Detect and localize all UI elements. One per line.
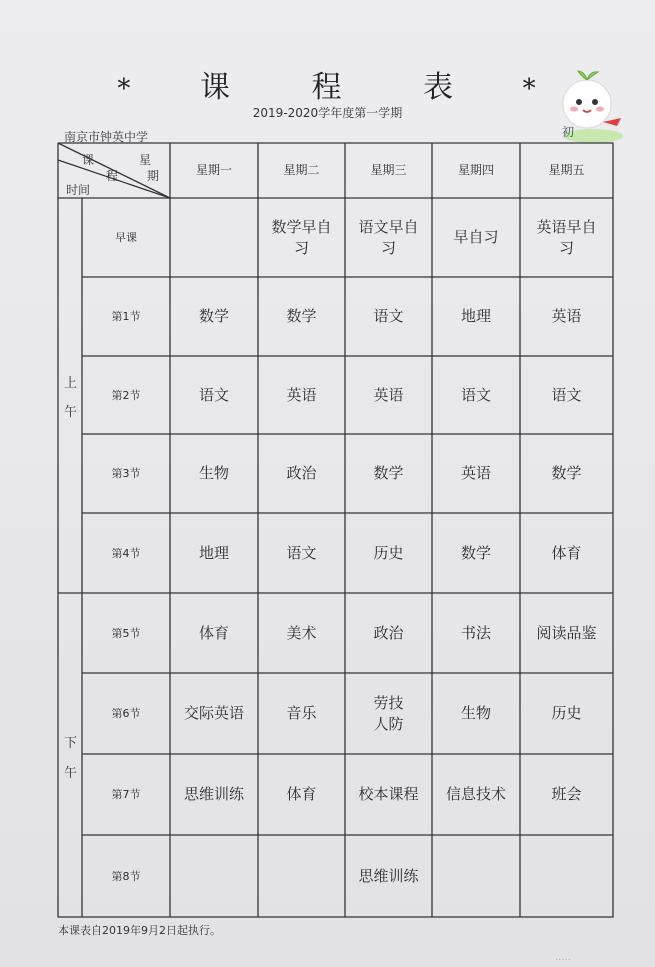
- corner-label-cheng: 程: [106, 169, 119, 183]
- period-label: 第3节: [111, 467, 141, 480]
- schedule-cell: 历史: [373, 543, 404, 562]
- schedule-cell: 体育: [286, 785, 317, 803]
- schedule-cell: 体育: [551, 543, 582, 562]
- schedule-cell: 体育: [198, 623, 229, 642]
- schedule-cell: 音乐: [286, 704, 317, 722]
- schedule-cell: 劳技 人防: [373, 693, 404, 733]
- schedule-cell: 英语早自 习: [536, 217, 597, 257]
- schedule-cell: 政治: [373, 623, 404, 642]
- title-char-2: 程: [311, 70, 344, 105]
- term-subtitle: 2019-2020学年度第一学期: [252, 106, 403, 120]
- period-label: 第7节: [111, 788, 141, 801]
- schedule-cell: 语文: [373, 307, 404, 325]
- schedule-cell: 英语: [373, 385, 404, 404]
- half-label-morning-2: 午: [64, 405, 78, 420]
- schedule-cell: 地理: [460, 307, 491, 325]
- schedule-cell: 历史: [551, 704, 582, 722]
- half-label-afternoon-1: 下: [64, 736, 78, 751]
- schedule-cell: 数学: [373, 464, 404, 482]
- period-label: 第2节: [111, 388, 141, 402]
- schedule-cell: 数学: [460, 543, 491, 562]
- schedule-cell: 数学: [198, 307, 229, 325]
- schedule-cell: [170, 198, 258, 277]
- corner-label-xing: 星: [139, 153, 152, 167]
- day-header-tue: 星期二: [283, 163, 320, 177]
- corner-label-time: 时间: [66, 183, 91, 197]
- schedule-cell: 语文: [551, 385, 582, 404]
- schedule-cell: 英语: [460, 464, 491, 482]
- period-label: 第4节: [111, 546, 141, 560]
- half-label-morning-1: 上: [64, 376, 78, 391]
- schedule-cell: 生物: [460, 704, 491, 722]
- schedule-cell: [258, 835, 345, 917]
- schedule-cell: 信息技术: [445, 785, 506, 803]
- day-header-mon: 星期一: [195, 163, 232, 177]
- schedule-cell: 美术: [286, 623, 317, 642]
- schedule-cell: 数学: [286, 307, 317, 325]
- schedule-cell: 书法: [460, 623, 491, 642]
- schedule-cell: 英语: [286, 385, 317, 404]
- schedule-cell: 校本课程: [358, 785, 419, 803]
- schedule-cell: 思维训练: [358, 866, 419, 885]
- period-label: 第8节: [111, 869, 141, 883]
- schedule-cell: 交际英语: [183, 704, 244, 722]
- schedule-cell: 语文早自 习: [358, 217, 419, 257]
- schedule-cell: [432, 835, 520, 917]
- schedule-cell: [520, 835, 613, 917]
- corner-label-ke: 课: [82, 153, 95, 167]
- schedule-cell: 阅读品鉴: [536, 623, 597, 642]
- schedule-cell: 地理: [198, 543, 229, 562]
- period-label: 早课: [115, 231, 137, 244]
- schedule-cell: 语文: [198, 385, 229, 404]
- schedule-cell: [170, 835, 258, 917]
- day-header-thu: 星期四: [457, 163, 494, 177]
- schedule-cell: 数学: [551, 464, 582, 482]
- schedule-cell: 班会: [551, 785, 582, 803]
- watermark: ·····: [555, 955, 571, 966]
- period-label: 第5节: [111, 626, 141, 640]
- schedule-cell: 数学早自 习: [271, 217, 332, 257]
- schedule-cell: 生物: [198, 464, 229, 482]
- title-char-3: 表: [423, 70, 456, 105]
- corner-label-qi: 期: [147, 169, 160, 183]
- schedule-cell: 语文: [286, 543, 317, 562]
- schedule-cell: 英语: [551, 307, 582, 325]
- schedule-cell: 早自习: [453, 228, 499, 246]
- school-name: 南京市钟英中学: [64, 130, 149, 144]
- period-label: 第6节: [111, 707, 141, 720]
- effective-date-note: 本课表自2019年9月2日起执行。: [58, 924, 221, 937]
- title-star-left: *: [117, 74, 133, 104]
- period-label: 第1节: [111, 310, 141, 323]
- schedule-cell: 语文: [460, 385, 491, 404]
- half-label-afternoon-2: 午: [64, 766, 78, 781]
- title-char-1: 课: [199, 70, 232, 105]
- day-header-fri: 星期五: [548, 163, 585, 177]
- mascot-label: 初: [562, 125, 575, 139]
- schedule-cell: 政治: [286, 464, 317, 482]
- title-star-right: *: [522, 74, 538, 104]
- schedule-cell: 思维训练: [183, 785, 244, 803]
- day-header-wed: 星期三: [370, 163, 407, 177]
